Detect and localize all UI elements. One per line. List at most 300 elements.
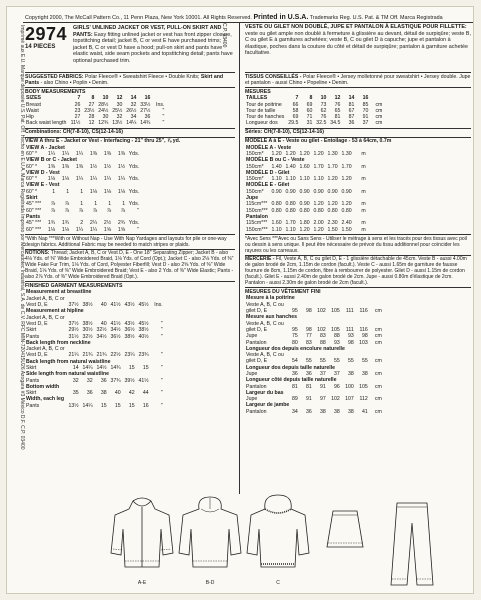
yardage-value: 0.90 [299,201,310,208]
finished-value: 38½ [138,327,149,334]
finished-value: 15 [128,402,135,409]
row-value: 32.5 [316,120,327,127]
finished-value: cm [374,396,382,403]
side-legal-text [9,25,25,590]
finished-value: 23¾ [138,352,149,359]
finished-label: Jacket A, B, C or [26,314,65,321]
row-value: cm [375,101,383,108]
yardage-value: 1.20 [299,226,310,233]
yardage-value: 1 [122,201,126,208]
finished-label: Pantalon [246,408,267,415]
finished-label: Vest D, E [26,302,48,309]
row-value: " [162,114,165,121]
french-description [245,24,473,57]
series: Séries: CH(7-8-10), CS(12-14-16) [245,129,324,136]
yardage-value: ⅞ [106,207,112,214]
finished-value: 75 [292,333,298,340]
finished-label: Longueur dos depuis encolure naturelle [246,345,345,352]
yardage-value: 1.10 [299,176,310,183]
finished-label: Mesure à la poitrine [246,295,295,302]
yardage-value: 1.40 [285,163,296,170]
table-row [245,189,367,195]
row-label: Tour de hanches [246,114,285,121]
pieces-count: 14 PIECES [25,44,56,50]
row-value: 65 [334,107,341,114]
french-description-text: veste ou gilet ample non doublé à fermeture à glissière au devant, détail de surpiqûre; veste B, C ou gilet E à garnitures achetées; veste B, C ou gilet D à capuche; jupe et pantalon à élastique, poches dans la couture du côté et détail de surpiqûre; pantalon à garniture achetée facultative. [245,30,471,57]
finished-label: gilet D, E [246,326,268,333]
fabric-width: 45" *** [26,201,42,208]
row-value: 76 [334,101,341,108]
size-header: 8 [309,95,313,102]
row-value: 73 [320,101,327,108]
finished-label: Measurement at breastline [26,289,92,296]
table-row [245,220,367,226]
finished-label: Width, each leg [26,396,64,403]
yardage-value: 1¼ [47,150,56,157]
row-value: 27 [74,114,81,121]
yardage-value: 1.30 [327,150,338,157]
yardage-value: 0.80 [271,201,282,208]
yardage-value: 2½ [103,220,112,227]
yardage-view-label: VIEW D - Vest [26,169,60,176]
finished-value: 29½ [68,327,79,334]
yardage-value: 1½ [89,163,98,170]
finished-value: 80 [292,339,298,346]
finished-label: Bottom width [26,383,60,390]
finished-value: 37½ [68,320,79,327]
yardage-value: 0.80 [313,207,324,214]
finished-label: Jupe [246,333,258,340]
finished-value: 55 [334,358,340,365]
finished-value: 98 [306,308,312,315]
finished-label: Pantalon [246,383,267,390]
yardage-value: 1⅛ [103,188,112,195]
yardage-value: 1⅛ [89,188,98,195]
yardage-value: 1.70 [285,220,296,227]
finished-value: 88 [334,333,340,340]
table-row [245,409,383,415]
finished-value: 41½ [110,302,121,309]
yardage-value: 1⅛ [47,176,56,183]
finished-label: Jacket A, B, C or [26,346,65,353]
row-value: 27½ [140,107,151,114]
yardage-value: m [361,150,366,157]
finished-value: 83 [320,333,326,340]
yardage-value: ⅞ [92,207,98,214]
yardage-value: 2¾ [117,220,126,227]
finished-label: Skirt [26,327,37,334]
finished-value: 21¼ [68,352,79,359]
avec-sens-note: *Avec Sens ***Avec ou Sans Sens - Utiliser le métrage à sens et les tracés pour des tissus avec poil ou dessin à sens unique. Il peut être nécessaire de prévoir du tissu additionnel pour coïncider les rayures ou les carreaux. [245,235,467,254]
yardage-view-label: Pantalon [246,213,268,220]
row-label: Tour de poitrine [246,101,282,108]
finished-label: Side length from natural waistline [26,371,110,378]
yardage-value: 0.90 [285,188,296,195]
jacket-front-icon [107,495,177,575]
row-value: 69 [306,101,313,108]
finished-value: 100 [345,383,354,390]
fabric-width: 115cm*** [246,220,268,227]
table-row [245,314,383,320]
finished-value: 14 [72,365,79,371]
finished-value: 41½ [110,320,121,327]
english-column [25,71,235,496]
finished-value: 34½ [110,327,121,334]
fabric-width: 150cm*** [246,207,268,214]
french-title: VESTE OU GILET NON DOUBLÉ, JUPE ET PANTALON À ELASTIQUE POUR FILLETTE: [245,24,467,30]
finished-value: Ins. [154,302,163,309]
finished-value: 95 [292,326,298,333]
yardage-value: 1.10 [313,176,324,183]
finished-measurements-title: FINISHED GARMENT MEASUREMENTS [25,283,123,290]
illustration-label-a-e: A-E [137,580,147,586]
row-value: 58 [292,107,299,114]
row-value: 32 [130,101,137,108]
sizes-label: TAILLES [246,95,268,102]
suggested-label: SUGGESTED FABRICS: [25,73,84,80]
table-row [25,227,140,233]
table-row [25,120,165,126]
finished-label: Veste A, B, C ou [246,352,284,359]
tissus-text: Polar Fleece® • Jersey molletonné pour sweatshirt • Jersey double. Jupe et pantalon - aussi Chino • Popeline • Denim. [245,73,471,86]
finished-label: Skirt [26,390,37,397]
yardage-value: 1¼ [89,176,98,183]
table-row [245,227,367,233]
yardage-value: ⅞ [50,201,56,208]
view-a-title: VIEW A thru E - Jacket or Vest - Interfacing - 21" thru 25", ⅞ yd. [25,138,181,145]
finished-value: 39½ [124,377,135,384]
finished-label: Pants [26,333,40,340]
row-value: 27 [88,101,95,108]
yardage-value: 1.20 [285,150,296,157]
yardage-value: 0.90 [271,188,282,195]
row-value: 30 [116,101,123,108]
yardage-value: 1.70 [313,163,324,170]
row-value: 85 [362,101,369,108]
row-value: 66 [292,101,299,108]
yardage-value: 0.90 [341,188,352,195]
row-value: 69 [292,114,299,121]
fabric-width: 115cm*** [246,201,268,208]
finished-value: 13½ [68,402,79,409]
finished-value: 23¼ [124,352,135,359]
row-value: 36 [144,114,151,121]
notions-text: Thread; Jacket A, B, C or Vest D, E - One 18" Separating Zipper; Jacket B - also 4⅛ Yds. of ⅜" Wide Embroidered Braid, 1⅛ Yds. of Cord (Opt.); Jacket C - also 2⅛ Yds. of ⅜" Wide Fake Fur Trim, 1⅛ Yds. of Cord, Polyester Fiberfill; Vest D - also 2⅝ Yds. of ⅜" Wide Braid, 1⅛ Yds. of ⅜" Wide Embroidered Braid; Vest E - also 2 Yds. of ⅜" Wide Elastic; Pants - also 2⅞ Yds. of ⅜" Wide Embroidered Braid (Opt.). [25,250,234,281]
mercerie [245,256,471,286]
finished-value: 34 [292,408,298,415]
yardage-value: 1.50 [341,226,352,233]
finished-value: 44 [142,390,149,397]
row-value: 32 [116,114,123,121]
yardage-value: ⅞ [50,207,56,214]
row-value: " [162,107,165,114]
yardage-value: 1½ [103,163,112,170]
finished-value: 102 [317,326,326,333]
finished-value: 98 [348,339,354,346]
finished-value: 105 [359,383,368,390]
finished-label: Vest D, E [26,320,48,327]
yardage-value: 1⅝ [117,226,126,233]
row-value: 62 [320,107,327,114]
yardage-value: 1⅛ [61,176,70,183]
yardage-value: 0.80 [341,207,352,214]
yardage-value: 1.20 [341,176,352,183]
row-value: 36 [348,120,355,127]
finished-value: " [160,327,163,334]
yardage-value: 1.60 [299,163,310,170]
yardage-value: Yds. [128,201,140,208]
pants-icon [387,499,437,589]
yardage-value: 1.20 [327,201,338,208]
row-label: Tour de taille [246,107,276,114]
yardage-value: 1.10 [285,176,296,183]
row-value: 26 [74,101,81,108]
suggested-jacket: Polar Fleece® • Sweatshirt Fleece • Double Knits; [84,73,200,80]
finished-value: 37¾ [110,377,121,384]
finished-value: 54 [292,358,298,365]
finished-value: 38 [100,390,107,397]
row-value: 24½ [98,107,109,114]
yardage-value: 1¾ [61,220,70,227]
fabric-width: 150cm* [246,150,264,157]
yardage-value: 1.20 [327,176,338,183]
yardage-value: 1 [94,201,98,208]
row-value: 34.5 [330,120,341,127]
fr-finished-table [245,295,383,415]
yardage-value: 1.10 [271,176,282,183]
row-value: 23 [74,107,81,114]
finished-label: Pants [26,402,40,409]
size-header: 7 [295,95,299,102]
english-description-text: Easy fitting unlined jacket or vest has front zipper closure, topstitching detail; jacket B, C or vest E have purchased trims; jacket B, C or vest D have a hood; pull-on skirt and pants have elastic waist, side seam pockets and topstitching detail; pants have optional purchased trim. [73,31,233,64]
yardage-value: 1¼ [75,176,84,183]
row-value: cm [375,120,383,127]
yardage-value: 1⅜ [103,150,112,157]
finished-value: 116 [359,308,368,315]
yardage-value: Yds. [128,176,140,183]
yardage-value: 1 [80,201,84,208]
yardage-value: 1.30 [341,150,352,157]
finished-value: 22½ [110,352,121,359]
size-header: 12 [116,95,123,102]
fabric-width: 150cm* [246,176,264,183]
tissus-label: TISSUS CONSEILLÉS - [245,73,302,80]
finished-value: 81 [292,383,298,390]
finished-label: gilet D, E [246,358,268,365]
finished-value: cm [374,371,382,377]
yardage-value: 1 [108,201,112,208]
finished-value: 89 [292,396,298,403]
row-value: 28 [88,114,95,121]
english-title: GIRLS' UNLINED JACKET OR VEST, PULL-ON SKIRT AND PANTS: [73,25,222,38]
row-value: 37 [362,120,369,127]
finished-value: 55 [320,358,326,365]
yardage-value: 2.00 [313,220,324,227]
finished-value: " [160,377,163,384]
finished-value: 16 [142,402,149,409]
nap-note: *With Nap ***With or Without Nap - Use With Nap Yardages and layouts for pile or one-way design fabrics. Additional Fabric may be needed to match stripes or plaids. [25,235,227,248]
yardage-value: 1.20 [313,201,324,208]
pants-illustration [387,499,437,594]
yardage-value: 2 [80,220,84,227]
skirt-icon [325,507,365,557]
finished-value: 91 [306,396,312,403]
yardage-value: 0.80 [327,207,338,214]
finished-value: 14¼ [82,365,93,371]
yardage-value: m [361,207,366,214]
finished-label: Back length from neckline [26,339,91,346]
finished-value: 37½ [68,302,79,309]
yardage-value: 1.80 [299,220,310,227]
yardage-value: 1.20 [299,150,310,157]
mesures-vetement-title: MESURES DU VÊTEMENT FINI [245,289,321,296]
finished-value: 36 [306,408,312,415]
yardage-value: " [137,207,140,214]
finished-value: 36 [100,377,107,384]
english-description [73,25,235,65]
row-value: 70 [362,107,369,114]
row-label: Waist [26,107,39,114]
finished-value: " [160,402,163,409]
yardage-value: 1¼ [75,150,84,157]
finished-value: 38½ [124,333,135,340]
finished-value: 77 [306,333,312,340]
finished-value: " [160,365,163,371]
table-row [25,403,164,409]
finished-value: 111 [345,308,354,315]
size-header: 7 [77,95,81,102]
finished-value: 38 [362,371,368,377]
yardage-value: Yds. [128,150,140,157]
yardage-value: 0.90 [313,188,324,195]
finished-label: Back length from natural waistline [26,358,111,365]
row-value: 28½ [98,101,109,108]
yardage-view-label: MODÈLE D - Gilet [246,169,290,176]
size-header: 16 [144,95,151,102]
finished-value: 14¼ [82,402,93,409]
finished-value: 38 [334,408,340,415]
finished-label: Veste A, B, C ou [246,301,284,308]
finished-value: 40 [114,390,121,397]
mercerie-label: MERCERIE - [245,256,275,263]
finished-value: 93 [334,339,340,346]
finished-value: 41 [362,408,368,415]
finished-label: Jacket A, B, C or [26,295,65,302]
row-value: 26½ [126,107,137,114]
row-value: 12 [88,120,95,127]
row-value: 91 [362,114,369,121]
row-value: 14¼ [126,120,137,127]
finished-label: Jupe [246,396,258,403]
finished-value: 112 [359,396,368,403]
finished-value: 40½ [138,333,149,340]
illustration-label-b-d: B-D [205,580,215,586]
size-header: 10 [320,95,327,102]
finished-value: 45½ [138,302,149,309]
copyright-text: Copyright 2000, The McCall Pattern Co., 11 Penn Plaza, New York 10001. All Rights Reserved. [25,15,252,21]
finished-value: 55 [362,358,368,365]
fabric-width: 150cm* [246,163,264,170]
finished-value: 88 [320,339,326,346]
yardage-view-label: MODÈLE B ou C - Veste [246,157,305,164]
finished-value: " [160,352,163,359]
yardage-value: 1¼ [117,176,126,183]
finished-value: 55 [348,358,354,365]
finished-value: 36½ [124,327,135,334]
en-yardage-table [25,145,140,233]
row-label: Breast [26,101,41,108]
combinations: Combinations: CH(7-8-10), CS(12-14-16) [25,129,124,136]
french-column [245,71,471,496]
row-value: 71 [306,114,313,121]
finished-value: 31½ [68,333,79,340]
table-row [245,201,367,207]
finished-value: 105 [331,308,340,315]
finished-value: 36½ [110,333,121,340]
yardage-view-label: VIEW A - Jacket [26,144,65,151]
yardage-value: 0.80 [285,201,296,208]
finished-label: gilet D, E [246,308,268,315]
finished-value: 40 [100,302,107,309]
finished-value: cm [374,383,382,390]
finished-value: cm [374,308,382,315]
tissus-conseilles [245,74,471,86]
finished-value: 105 [331,326,340,333]
finished-label: Mesure aux hanches [246,314,298,321]
en-body-table [25,95,165,126]
row-value: 60 [306,107,313,114]
yardage-view-label: Pants [26,213,41,220]
yardage-value: m [361,176,366,183]
finished-value: 83 [306,339,312,346]
yardage-value: 1 [66,188,70,195]
yardage-value: m [361,226,366,233]
row-value: 76 [320,114,327,121]
size-header: 12 [334,95,341,102]
yardage-view-label: MODÈLE A - Veste [246,144,292,151]
modele-title: MODÈLE A à E - Veste ou gilet - Entoilage - 53 à 64cm, 0.7m [245,138,392,145]
row-value: cm [375,107,383,114]
yardage-value: 0.80 [299,207,310,214]
row-value: 30 [102,114,109,121]
row-value: Ins. [156,101,165,108]
yardage-value: 1.70 [327,163,338,170]
finished-value: cm [374,339,382,346]
finished-value: 102 [331,396,340,403]
finished-value: 97 [320,396,326,403]
finished-value: 45½ [138,320,149,327]
finished-label: Largeur du bas [246,389,284,396]
yardage-value: 1⅜ [89,150,98,157]
finished-value: 37 [320,371,326,377]
printed-in: Printed in U.S.A. [253,14,309,21]
notions-label: NOTIONS: [25,250,50,257]
finished-value: " [160,333,163,340]
finished-value: 107 [345,396,354,403]
table-row [245,120,383,126]
fabric-width: 150cm* [246,188,264,195]
fabric-width: 60" * [26,163,38,170]
fabric-width: 45" *** [26,220,42,227]
yardage-value: 1⅛ [61,226,70,233]
row-value: 11½ [70,120,81,127]
yardage-value: 1.10 [271,226,282,233]
row-value: 14¾ [140,120,151,127]
suggested-skirt: - also Chino • Poplin • Denim. [40,80,109,86]
mercerie-text: Fil, Veste A, B, C ou gilet D, E - 1 glissière détachable de 45cm. Veste B - aussi 4.00m de galon brodé de 2cm, 1.15m de cordon (facult.). Veste C - aussi 1.65m de garniture de fausse fourrure de 8cm, 1.15m de cordon, fibre à rembourrer de polyester. Gilet D - aussi 1.15m de cordon (facult.). Gilet E - aussi 2.40m de galon brodé de 2cm. Jupe - aussi 0.80m d'élastique de 2cm. Pantalon - aussi 2.30m de galon brodé de 2cm (facult.). [245,256,467,287]
finished-value: 81 [306,383,312,390]
row-value: 13½ [112,120,123,127]
